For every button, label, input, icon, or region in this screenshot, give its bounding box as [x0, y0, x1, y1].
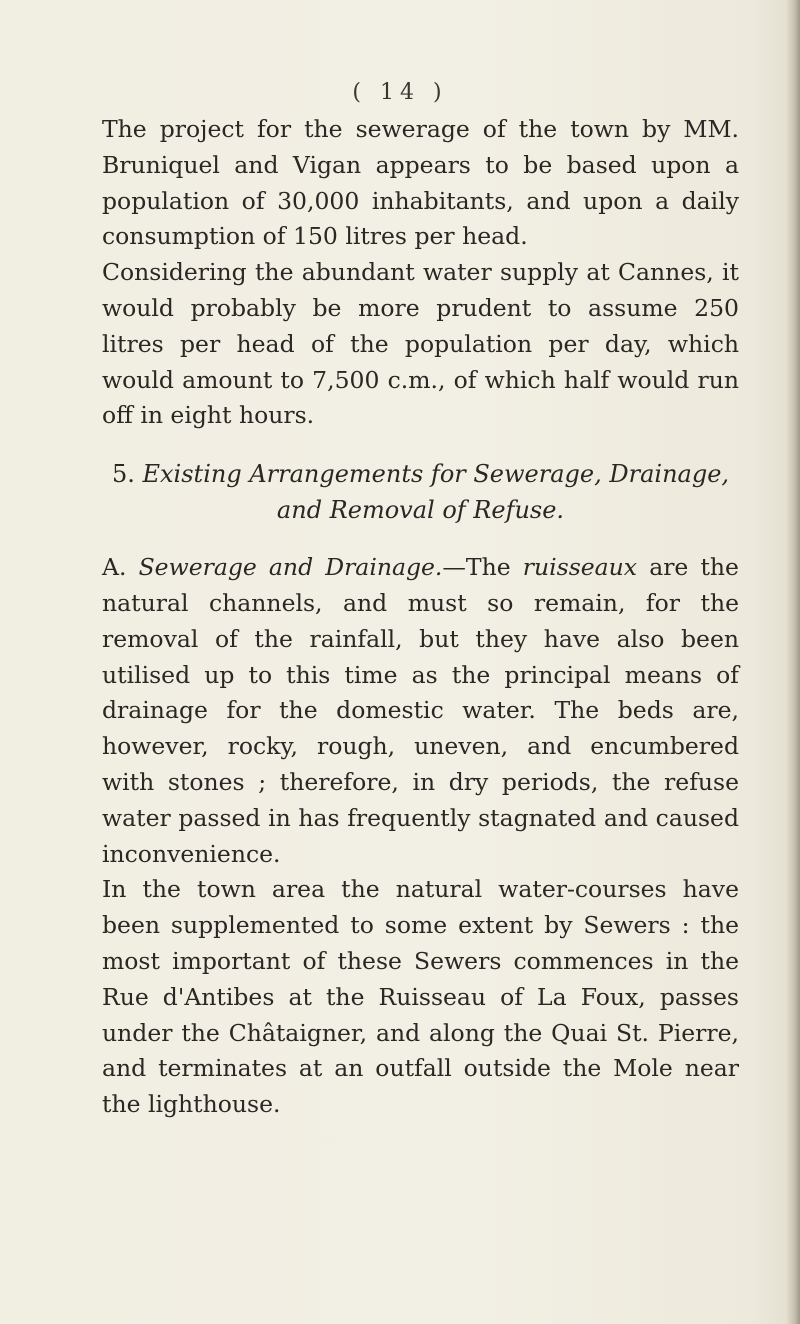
section-title-line-1: Existing Arrangements for Sewerage, Drainage, [142, 460, 730, 489]
subsection-heading: Sewerage and Drainage. [138, 553, 443, 582]
paragraph-sewerage-drainage [102, 550, 739, 872]
paragraph-water-supply: Considering the abundant water supply at Cannes, it would probably be more prudent to assume 250 litres per head of the population per day, which would amount to 7,500 c.m., of which half would run off in eight hours. [102, 258, 739, 430]
page-number: ( 14 ) [352, 80, 448, 105]
subsection-label: A. [102, 553, 127, 582]
paragraph-town-sewers: In the town area the natural water-courses have been supplemented to some extent by Sewers : the most important of these Sewers commences in the Rue d'Antibes at the Ruisseau of La Foux, passes under the Châtaigner, and along the Quai St. Pierre, and terminates at an outfall outside the Mole near the lighthouse. [102, 875, 739, 1119]
subsection-lead: —The [442, 553, 511, 582]
section-heading-line-1 [102, 456, 739, 492]
section-heading [102, 456, 739, 528]
page-edge-shadow [786, 0, 800, 1324]
section-number: 5. [111, 460, 135, 489]
term-ruisseaux: ruisseaux [522, 553, 638, 582]
text-block [102, 112, 739, 1123]
paragraph-population: The project for the sewerage of the town by MM. Bruniquel and Vigan appears to be based upon a population of 30,000 inhabitants, and upon a daily consumption of 150 litres per head. [102, 115, 739, 251]
subsection-body: are the natural channels, and must so remain, for the removal of the rainfall, but they have also been utilised up to this time as the principal means of drainage for the domestic water. The beds are, however, rocky, rough, uneven, and encumbered with stones ; therefore, in dry periods, the refuse water passed in has frequently stagnated and caused inconvenience. [102, 553, 739, 868]
section-title-line-2: and Removal of Refuse. [276, 496, 565, 525]
